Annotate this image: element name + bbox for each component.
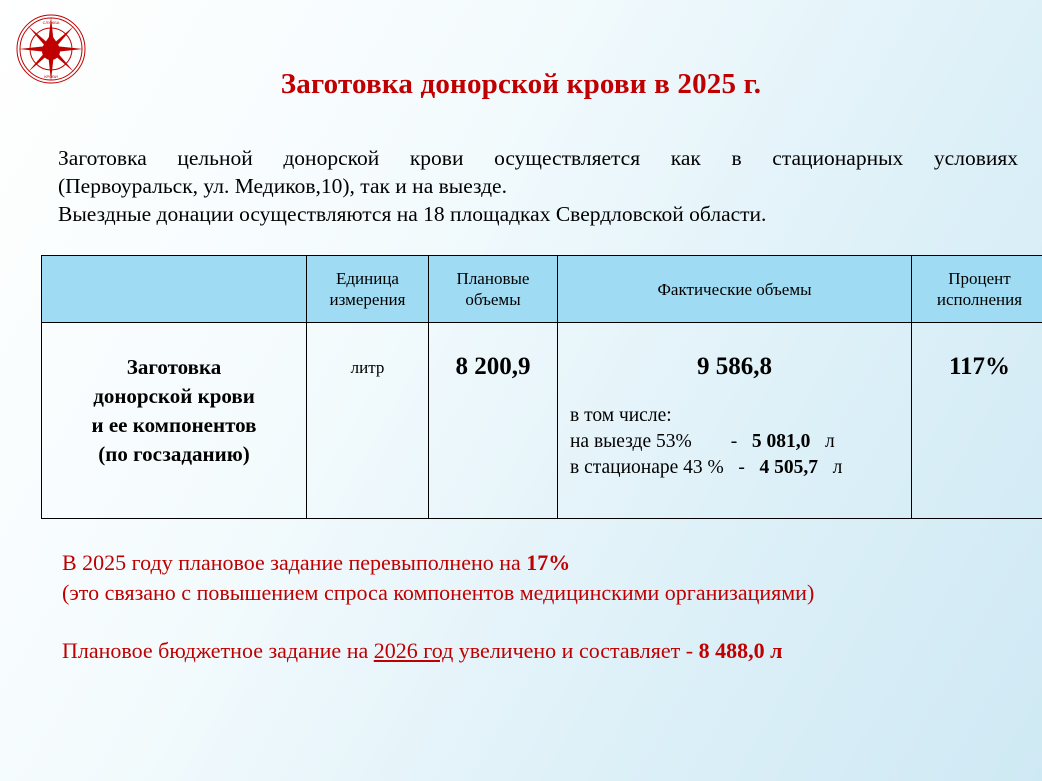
fact-detail-1-dash: - [730,431,738,452]
col-header-plan [429,256,558,323]
note-line-3-middle: увеличено и составляет - [453,638,699,663]
note-line-1-value: 17% [526,550,571,575]
table-header-row [42,256,1042,323]
col-header-percent [912,256,1042,323]
volumes-table [41,255,1042,519]
notes-spacer [62,608,1012,636]
summary-notes [62,548,1012,666]
col-header-name [42,256,307,323]
col-header-unit-line2: измерения [329,290,406,309]
note-line-1 [62,548,1012,578]
fact-detail-2-value: 4 505,7 [759,457,819,478]
row-unit-cell: литр [307,323,429,519]
svg-text:КРОВИ: КРОВИ [44,74,58,79]
fact-note: в том числе: [570,405,672,426]
note-line-3-prefix: Плановое бюджетное задание на [62,638,374,663]
fact-detail-1-label: на выезде 53% [570,431,692,452]
col-header-unit [307,256,429,323]
intro-paragraph [58,144,1018,228]
col-header-percent-line2: исполнения [936,290,1023,309]
fact-detail-line-1 [570,429,911,455]
page-title: Заготовка донорской крови в 2025 г. [280,68,762,100]
row-name-line3: и ее компонентов [91,413,257,437]
row-fact-total: 9 586,8 [697,353,772,380]
row-name-line1: Заготовка [126,355,222,379]
note-line-3-value: 8 488,0 л [698,638,783,663]
note-line-3-year: 2026 год [373,638,454,663]
volumes-table-wrapper [41,255,1023,519]
col-header-plan-line2: объемы [465,290,521,309]
col-header-percent-line1: Процент [948,269,1011,288]
table-header [42,256,1042,323]
col-header-plan-line1: Плановые [456,269,530,288]
intro-line-2: (Первоуральск, ул. Медиков,10), так и на выезде. [58,174,507,198]
fact-detail-1-unit: л [824,431,835,452]
note-line-2: (это связано с повышением спроса компонентов медицинскими организациями) [62,580,815,605]
svg-text:СЛУЖБА: СЛУЖБА [42,20,60,25]
fact-detail-2-unit: л [832,457,843,478]
row-name-line4: (по госзаданию) [98,442,250,466]
row-plan-cell: 8 200,9 [429,323,558,519]
fact-detail-2-label: в стационаре 43 % [570,457,724,478]
table-row [42,323,1042,519]
row-percent-cell: 117% [912,323,1042,519]
row-name-cell [42,323,307,519]
table-body [42,323,1042,519]
fact-detail-2-dash: - [738,457,745,478]
col-header-unit-line1: Единица [336,269,399,288]
row-fact-cell [558,323,912,519]
col-header-fact: Фактические объемы [558,256,912,323]
row-fact-breakdown [558,403,911,481]
fact-detail-line-2 [570,455,911,481]
note-line-1-text: В 2025 году плановое задание перевыполнено на [62,550,527,575]
fact-detail-1-value: 5 081,0 [751,431,811,452]
intro-line-3: Выездные донации осуществляются на 18 площадках Свердловской области. [58,202,767,226]
row-name-line2: донорской крови [93,384,255,408]
intro-line-1: Заготовка цельной донорской крови осуществляется как в стационарных условиях [58,146,1018,170]
note-line-3 [62,636,1012,666]
